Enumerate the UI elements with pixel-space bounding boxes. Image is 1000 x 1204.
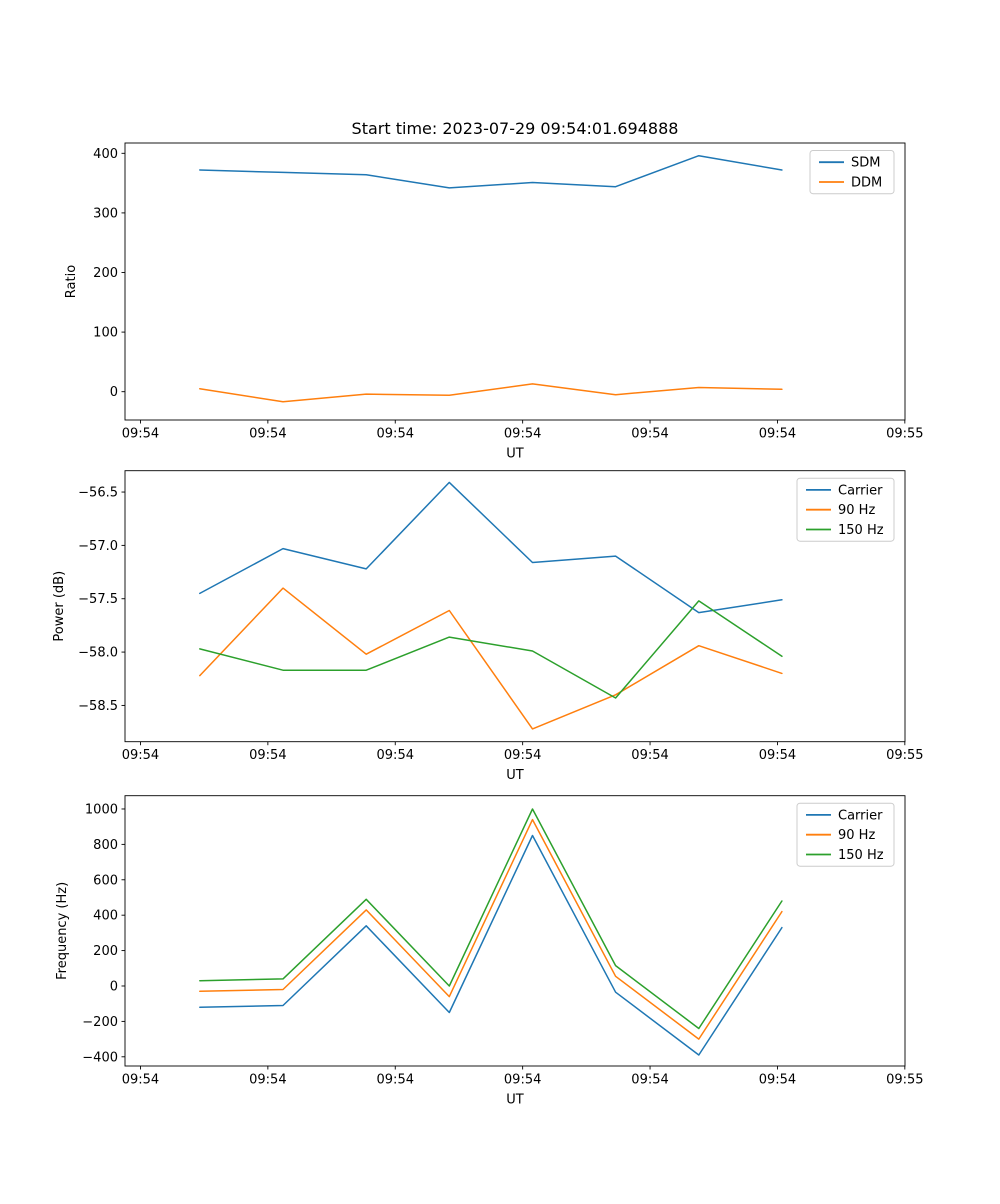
charts-group	[52, 143, 924, 1108]
x-tick-label: 09:54	[758, 426, 797, 442]
legend-item-label: 90 Hz	[838, 828, 876, 844]
x-tick-label: 09:54	[503, 1072, 542, 1088]
series-line-carrier	[200, 836, 782, 1056]
x-tick-label: 09:54	[758, 1072, 797, 1088]
legend-item-label: 150 Hz	[838, 523, 884, 538]
subplot-2	[52, 471, 924, 784]
x-tick-label: 09:54	[503, 426, 542, 442]
x-tick-label: 09:54	[249, 426, 287, 442]
x-tick-label: 09:55	[886, 748, 924, 764]
y-tick-label: −58.5	[78, 698, 118, 714]
y-tick-label: 200	[93, 266, 118, 282]
series-line-150-hz	[200, 601, 782, 698]
y-axis-label: Frequency (Hz)	[55, 881, 70, 980]
y-tick-label: 400	[93, 146, 118, 162]
legend-item-label: DDM	[851, 175, 883, 191]
plot-area-border	[125, 143, 905, 420]
x-tick-label: 09:54	[121, 748, 160, 764]
series-line-carrier	[200, 482, 782, 612]
x-tick-label: 09:55	[886, 1072, 924, 1088]
plot-area-border	[125, 471, 905, 742]
figure-title: Start time: 2023-07-29 09:54:01.694888	[351, 119, 679, 138]
x-axis-label: UT	[506, 446, 524, 462]
y-tick-label: 400	[93, 908, 118, 924]
x-axis-label: UT	[506, 768, 524, 784]
x-axis-label: UT	[506, 1092, 524, 1108]
legend-item-label: 90 Hz	[838, 503, 876, 519]
x-tick-label: 09:54	[631, 748, 669, 764]
series-line-ddm	[200, 384, 782, 402]
y-tick-label: 300	[93, 206, 118, 222]
y-tick-label: 200	[93, 944, 118, 960]
y-tick-label: 600	[93, 873, 118, 889]
x-tick-label: 09:54	[631, 426, 669, 442]
y-tick-label: −57.0	[78, 538, 118, 554]
y-tick-label: 100	[93, 325, 118, 341]
y-axis-label: Ratio	[64, 264, 79, 299]
y-tick-label: −58.0	[78, 645, 118, 661]
x-tick-label: 09:54	[249, 1072, 287, 1088]
x-tick-label: 09:54	[758, 748, 797, 764]
y-tick-label: 800	[93, 837, 118, 853]
series-line-90-hz	[200, 820, 782, 1040]
legend-item-label: Carrier	[838, 483, 883, 499]
series-line-sdm	[200, 156, 782, 188]
series-line-150-hz	[200, 809, 782, 1029]
subplot-3	[55, 796, 924, 1108]
y-tick-label: −56.5	[78, 485, 118, 501]
legend-item-label: Carrier	[838, 808, 883, 824]
x-tick-label: 09:54	[376, 748, 414, 764]
y-tick-label: 1000	[84, 802, 118, 818]
y-tick-label: 0	[109, 979, 118, 995]
x-tick-label: 09:54	[376, 426, 414, 442]
y-tick-label: −57.5	[78, 592, 118, 608]
legend-item-label: SDM	[851, 155, 881, 171]
y-tick-label: −400	[82, 1050, 118, 1066]
y-tick-label: 0	[109, 385, 118, 401]
legend-item-label: 150 Hz	[838, 848, 884, 863]
x-tick-label: 09:54	[503, 748, 542, 764]
x-tick-label: 09:54	[376, 1072, 414, 1088]
x-tick-label: 09:54	[249, 748, 287, 764]
plot-area-border	[125, 796, 905, 1066]
x-tick-label: 09:54	[121, 1072, 160, 1088]
x-tick-label: 09:54	[121, 426, 160, 442]
y-tick-label: −200	[82, 1014, 118, 1030]
x-tick-label: 09:55	[886, 426, 924, 442]
subplot-1	[64, 143, 924, 462]
x-tick-label: 09:54	[631, 1072, 669, 1088]
y-axis-label: Power (dB)	[52, 570, 67, 642]
